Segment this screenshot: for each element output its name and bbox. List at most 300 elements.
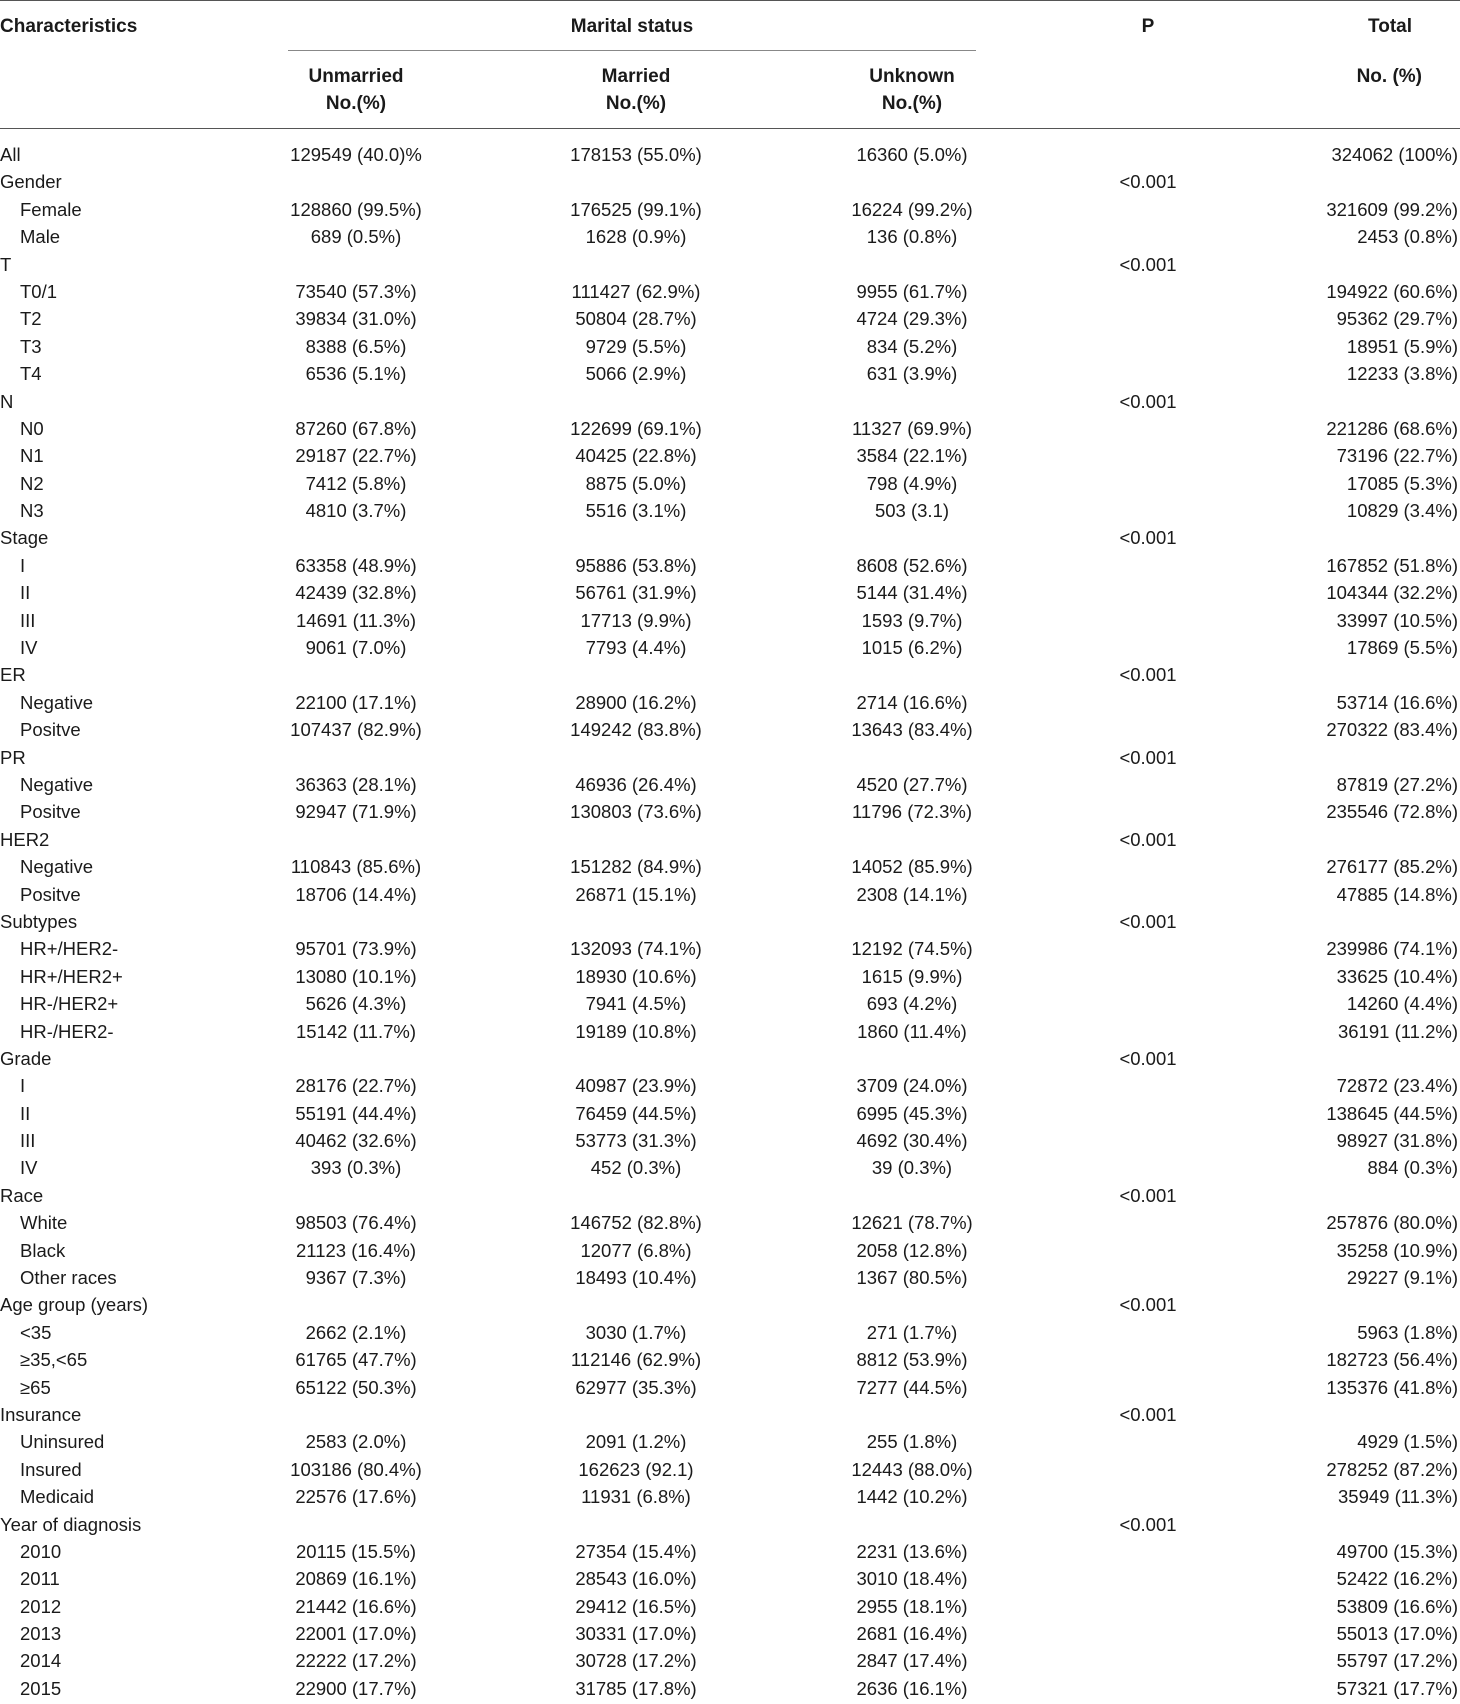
table-row [0,1072,1460,1099]
row-label: 2013 [20,1623,62,1645]
cell-total: 884 (0.3%) [1367,1157,1458,1179]
cell-married: 132093 (74.1%) [570,938,702,960]
cell-total: 52422 (16.2%) [1336,1568,1458,1590]
cell-unmarried: 98503 (76.4%) [295,1212,417,1234]
cell-unmarried: 128860 (99.5%) [290,198,422,220]
cell-unmarried: 22222 (17.2%) [295,1650,417,1672]
cell-unmarried: 55191 (44.4%) [295,1102,417,1124]
cell-total: 57321 (17.7%) [1336,1677,1458,1699]
cell-total: 73196 (22.7%) [1336,445,1458,467]
cell-total: 33625 (10.4%) [1336,965,1458,987]
cell-unmarried: 2583 (2.0%) [305,1431,407,1453]
cell-total: 36191 (11.2%) [1338,1020,1458,1042]
header-unknown-title: Unknown [869,66,955,87]
cell-unknown: 1442 (10.2%) [856,1486,968,1508]
cell-married: 46936 (26.4%) [575,773,697,795]
cell-unknown: 693 (4.2%) [866,993,958,1015]
cell-total: 47885 (14.8%) [1336,883,1458,905]
row-label: 2014 [20,1650,62,1672]
cell-married: 17713 (9.9%) [580,609,692,631]
cell-unknown: 5144 (31.4%) [856,582,968,604]
header-married-unit: No.(%) [605,93,667,114]
cell-unknown: 8812 (53.9%) [856,1349,968,1371]
cell-unmarried: 65122 (50.3%) [295,1376,417,1398]
row-label: Negative [20,691,94,713]
cell-total: 5963 (1.8%) [1357,1321,1458,1343]
row-label: Medicaid [20,1486,95,1508]
table-group-row [0,168,1460,195]
cell-unknown: 8608 (52.6%) [856,554,968,576]
row-label: Negative [20,773,94,795]
cell-married: 18930 (10.6%) [575,965,697,987]
cell-unknown: 631 (3.9%) [866,363,958,385]
cell-married: 452 (0.3%) [590,1157,682,1179]
table-row [0,1154,1460,1181]
cell-married: 31785 (17.8%) [575,1677,697,1699]
cell-unmarried: 61765 (47.7%) [295,1349,417,1371]
header-bottom-rule [0,128,1460,129]
cell-unknown: 12621 (78.7%) [851,1212,973,1234]
cell-unmarried: 21123 (16.4%) [296,1239,416,1261]
group-header-rule [288,50,976,51]
cell-married: 112146 (62.9%) [570,1349,702,1371]
cell-p-value: <0.001 [1119,171,1177,193]
row-label: N2 [20,472,44,494]
cell-unknown: 16224 (99.2%) [851,198,973,220]
cell-unknown: 4520 (27.7%) [856,773,968,795]
row-label: IV [20,637,38,659]
row-label: 2010 [20,1540,62,1562]
cell-unmarried: 393 (0.3%) [310,1157,402,1179]
cell-unmarried: 87260 (67.8%) [295,417,417,439]
cell-married: 30728 (17.2%) [575,1650,697,1672]
cell-unmarried: 22900 (17.7%) [295,1677,417,1699]
cell-married: 7941 (4.5%) [585,993,687,1015]
header-married [542,63,730,117]
header-unmarried [262,63,450,117]
table-row [0,798,1460,825]
row-label: Insurance [0,1403,82,1425]
cell-unknown: 11796 (72.3%) [852,801,972,823]
table-row [0,278,1460,305]
cell-unmarried: 103186 (80.4%) [290,1458,422,1480]
cell-married: 19189 (10.8%) [575,1020,697,1042]
cell-unmarried: 13080 (10.1%) [295,965,417,987]
cell-married: 111427 (62.9%) [571,280,701,302]
row-label: Negative [20,856,94,878]
cell-unknown: 1367 (80.5%) [856,1267,968,1289]
row-label: Positve [20,883,81,905]
cell-p-value: <0.001 [1119,664,1177,686]
row-label: 2011 [20,1568,60,1590]
cell-unknown: 834 (5.2%) [866,335,958,357]
cell-unmarried: 36363 (28.1%) [295,773,417,795]
cell-unknown: 12192 (74.5%) [851,938,973,960]
table-group-row [0,1182,1460,1209]
cell-married: 149242 (83.8%) [570,719,702,741]
cell-married: 26871 (15.1%) [575,883,697,905]
table-row [0,1018,1460,1045]
row-label: Uninsured [20,1431,105,1453]
cell-unmarried: 73540 (57.3%) [295,280,417,302]
cell-unknown: 271 (1.7%) [866,1321,958,1343]
cell-married: 27354 (15.4%) [575,1540,697,1562]
row-label: HER2 [0,828,50,850]
cell-unmarried: 4810 (3.7%) [305,500,407,522]
cell-unmarried: 9061 (7.0%) [305,637,407,659]
cell-unknown: 1860 (11.4%) [857,1020,967,1042]
cell-p-value: <0.001 [1119,527,1177,549]
table-row [0,223,1460,250]
row-label: <35 [20,1321,52,1343]
cell-total: 276177 (85.2%) [1326,856,1458,878]
header-p: P [1141,16,1155,37]
cell-total: 10829 (3.4%) [1346,500,1458,522]
table-row [0,771,1460,798]
cell-unmarried: 107437 (82.9%) [290,719,422,741]
row-label: T [0,253,12,275]
row-label: Gender [0,171,62,193]
table-row [0,442,1460,469]
cell-married: 178153 (55.0%) [570,144,702,165]
cell-unmarried: 6536 (5.1%) [305,363,407,385]
cell-unknown: 1593 (9.7%) [861,609,963,631]
cell-married: 28543 (16.0%) [575,1568,697,1590]
row-label: II [20,1102,31,1124]
row-label: ≥35,<65 [20,1349,88,1371]
cell-unknown: 12443 (88.0%) [851,1458,973,1480]
table-row [0,1456,1460,1483]
table-row [0,1100,1460,1127]
cell-married: 3030 (1.7%) [585,1321,687,1343]
cell-unmarried: 40462 (32.6%) [295,1130,417,1152]
cell-total: 235546 (72.8%) [1326,801,1458,823]
cell-married: 30331 (17.0%) [575,1623,697,1645]
cell-total: 29227 (9.1%) [1346,1267,1458,1289]
cell-total: 182723 (56.4%) [1326,1349,1458,1371]
row-label: II [20,582,31,604]
row-label: Other races [20,1267,117,1289]
cell-p-value: <0.001 [1119,828,1177,850]
cell-unmarried: 129549 (40.0)% [290,144,422,165]
cell-total: 138645 (44.5%) [1326,1102,1458,1124]
cell-unmarried: 2662 (2.1%) [305,1321,407,1343]
table-row [0,1127,1460,1154]
header-unmarried-title: Unmarried [308,66,404,87]
table-row [0,1647,1460,1674]
cell-unknown: 2847 (17.4%) [856,1650,968,1672]
cell-unmarried: 22001 (17.0%) [295,1623,417,1645]
cell-unmarried: 42439 (32.8%) [295,582,417,604]
cell-p-value: <0.001 [1119,1513,1177,1535]
table-row [0,1319,1460,1346]
cell-total: 17085 (5.3%) [1346,472,1458,494]
cell-unmarried: 22100 (17.1%) [295,691,417,713]
cell-unknown: 2955 (18.1%) [856,1595,968,1617]
table-row [0,1593,1460,1620]
cell-married: 122699 (69.1%) [570,417,702,439]
row-label: 2012 [20,1595,62,1617]
cell-married: 7793 (4.4%) [585,637,687,659]
cell-unknown: 14052 (85.9%) [851,856,973,878]
cell-p-value: <0.001 [1119,746,1177,768]
cell-total: 53809 (16.6%) [1336,1595,1458,1617]
cell-unknown: 39 (0.3%) [871,1157,953,1179]
row-label: N [0,390,14,412]
cell-unknown: 798 (4.9%) [866,472,958,494]
table-row [0,990,1460,1017]
cell-total: 324062 (100%) [1331,144,1458,165]
cell-total: 167852 (51.8%) [1326,554,1458,576]
table-body [0,141,1460,1702]
cell-total: 35949 (11.3%) [1338,1486,1458,1508]
table-row [0,415,1460,442]
row-label: HR-/HER2- [20,1020,114,1042]
cell-married: 95886 (53.8%) [575,554,697,576]
row-label: Stage [0,527,49,549]
cell-unmarried: 92947 (71.9%) [295,801,417,823]
table-row [0,881,1460,908]
row-label: Female [20,198,82,220]
row-label: T0/1 [20,280,58,302]
row-label: N0 [20,417,44,439]
cell-unknown: 7277 (44.5%) [856,1376,968,1398]
cell-married: 28900 (16.2%) [575,691,697,713]
cell-unmarried: 22576 (17.6%) [295,1486,417,1508]
cell-unknown: 1615 (9.9%) [861,965,963,987]
cell-married: 56761 (31.9%) [575,582,697,604]
cell-married: 146752 (82.8%) [570,1212,702,1234]
table-group-row [0,388,1460,415]
cell-married: 76459 (44.5%) [575,1102,697,1124]
table-group-row [0,1291,1460,1318]
cell-unknown: 136 (0.8%) [866,226,958,248]
table-row [0,716,1460,743]
cell-married: 162623 (92.1) [578,1458,694,1480]
table-group-row [0,744,1460,771]
cell-total: 194922 (60.6%) [1326,280,1458,302]
row-label: T4 [20,363,42,385]
table-row [0,360,1460,387]
row-label: N3 [20,500,44,522]
cell-married: 130803 (73.6%) [570,801,702,823]
header-total: Total [1368,16,1412,37]
cell-unknown: 11327 (69.9%) [852,417,972,439]
table-group-row [0,1511,1460,1538]
cell-unknown: 16360 (5.0%) [856,144,968,165]
table-group-row [0,141,1460,168]
cell-unmarried: 63358 (48.9%) [295,554,417,576]
cell-total: 72872 (23.4%) [1336,1075,1458,1097]
cell-total: 12233 (3.8%) [1346,363,1458,385]
cell-unmarried: 21442 (16.6%) [295,1595,417,1617]
table-row [0,1620,1460,1647]
cell-unmarried: 110843 (85.6%) [290,856,422,878]
table-row [0,470,1460,497]
table-row [0,607,1460,634]
cell-unknown: 2231 (13.6%) [856,1540,968,1562]
cell-total: 18951 (5.9%) [1346,335,1458,357]
row-label: T2 [20,308,42,330]
cell-total: 87819 (27.2%) [1336,773,1458,795]
row-label: All [0,144,21,165]
cell-unmarried: 14691 (11.3%) [296,609,416,631]
row-label: HR+/HER2+ [20,965,123,987]
header-marital-status: Marital status [570,16,694,37]
cell-married: 50804 (28.7%) [575,308,697,330]
cell-total: 239986 (74.1%) [1326,938,1458,960]
cell-unmarried: 7412 (5.8%) [305,472,407,494]
cell-total: 55013 (17.0%) [1336,1623,1458,1645]
row-label: Positve [20,801,81,823]
row-label: White [20,1212,68,1234]
cell-unknown: 2714 (16.6%) [856,691,968,713]
table-group-row [0,826,1460,853]
cell-unknown: 2058 (12.8%) [856,1239,968,1261]
cell-married: 176525 (99.1%) [570,198,702,220]
cell-total: 14260 (4.4%) [1346,993,1458,1015]
cell-married: 40425 (22.8%) [575,445,697,467]
cell-married: 9729 (5.5%) [585,335,687,357]
table-row [0,1346,1460,1373]
table-row [0,963,1460,990]
table-row [0,1675,1460,1702]
row-label: T3 [20,335,42,357]
table-row [0,305,1460,332]
cell-unmarried: 95701 (73.9%) [295,938,417,960]
row-label: Black [20,1239,66,1261]
table-row [0,1428,1460,1455]
row-label: 2015 [20,1677,62,1699]
table-row [0,1209,1460,1236]
cell-total: 53714 (16.6%) [1336,691,1458,713]
table-row [0,634,1460,661]
row-label: ≥65 [20,1376,51,1398]
cell-total: 221286 (68.6%) [1326,417,1458,439]
cell-total: 4929 (1.5%) [1357,1431,1458,1453]
table-row [0,1538,1460,1565]
table-group-row [0,661,1460,688]
cell-married: 29412 (16.5%) [575,1595,697,1617]
header-married-title: Married [601,66,671,87]
cell-unmarried: 39834 (31.0%) [295,308,417,330]
cell-p-value: <0.001 [1119,910,1177,932]
cell-p-value: <0.001 [1119,253,1177,275]
row-label: ER [0,664,26,686]
row-label: HR+/HER2- [20,938,119,960]
cell-unknown: 3709 (24.0%) [856,1075,968,1097]
table-group-row [0,908,1460,935]
cell-total: 2453 (0.8%) [1357,226,1458,248]
cell-total: 98927 (31.8%) [1336,1130,1458,1152]
cell-total: 33997 (10.5%) [1336,609,1458,631]
cell-p-value: <0.001 [1119,1047,1177,1069]
cell-unmarried: 29187 (22.7%) [295,445,417,467]
cell-unknown: 3010 (18.4%) [856,1568,968,1590]
cell-married: 18493 (10.4%) [575,1267,697,1289]
cell-total: 49700 (15.3%) [1336,1540,1458,1562]
cell-p-value: <0.001 [1119,1403,1177,1425]
table-group-row [0,524,1460,551]
row-label: III [20,609,36,631]
table-row [0,1483,1460,1510]
row-label: HR-/HER2+ [20,993,119,1015]
cell-unmarried: 20115 (15.5%) [296,1540,416,1562]
cell-total: 55797 (17.2%) [1336,1650,1458,1672]
cell-unmarried: 18706 (14.4%) [295,883,417,905]
cell-total: 135376 (41.8%) [1326,1376,1458,1398]
table-row [0,579,1460,606]
cell-total: 104344 (32.2%) [1326,582,1458,604]
row-label: Positve [20,719,81,741]
table-row [0,689,1460,716]
row-label: Grade [0,1047,52,1069]
row-label: I [20,1075,26,1097]
cell-unmarried: 8388 (6.5%) [305,335,407,357]
cell-unknown: 6995 (45.3%) [856,1102,968,1124]
table-group-row [0,1401,1460,1428]
cell-unknown: 2308 (14.1%) [856,883,968,905]
cell-p-value: <0.001 [1119,1294,1177,1316]
cell-unknown: 2636 (16.1%) [856,1677,968,1699]
row-label: Subtypes [0,910,78,932]
table-row [0,1374,1460,1401]
row-label: Age group (years) [0,1294,149,1316]
cell-married: 5066 (2.9%) [585,363,687,385]
cell-unknown: 1015 (6.2%) [861,637,963,659]
row-label: IV [20,1157,38,1179]
cell-unknown: 2681 (16.4%) [856,1623,968,1645]
cell-married: 53773 (31.3%) [575,1130,697,1152]
cell-unknown: 4724 (29.3%) [856,308,968,330]
header-total-unit: No. (%) [1356,66,1422,87]
cell-married: 1628 (0.9%) [585,226,687,248]
row-label: Insured [20,1458,82,1480]
header-characteristics: Characteristics [0,16,138,37]
cell-married: 2091 (1.2%) [585,1431,687,1453]
cell-unknown: 9955 (61.7%) [856,280,968,302]
cell-unknown: 503 (3.1) [874,500,950,522]
cell-total: 17869 (5.5%) [1346,637,1458,659]
table-row [0,552,1460,579]
row-label: Race [0,1184,44,1206]
cell-total: 95362 (29.7%) [1336,308,1458,330]
cell-unmarried: 28176 (22.7%) [295,1075,417,1097]
cell-total: 278252 (87.2%) [1326,1458,1458,1480]
table-row [0,1565,1460,1592]
table-group-row [0,251,1460,278]
cell-unmarried: 15142 (11.7%) [296,1020,416,1042]
row-label: Year of diagnosis [0,1513,142,1535]
header-unknown-unit: No.(%) [881,93,943,114]
cell-total: 257876 (80.0%) [1326,1212,1458,1234]
table-row [0,1237,1460,1264]
cell-unmarried: 689 (0.5%) [310,226,402,248]
table-row [0,333,1460,360]
cell-unknown: 13643 (83.4%) [851,719,973,741]
cell-unknown: 4692 (30.4%) [856,1130,968,1152]
cell-unknown: 3584 (22.1%) [856,445,968,467]
cell-unmarried: 20869 (16.1%) [295,1568,417,1590]
row-label: N1 [20,445,44,467]
table-row [0,853,1460,880]
table-group-row [0,1045,1460,1072]
cell-married: 151282 (84.9%) [570,856,702,878]
cell-unmarried: 9367 (7.3%) [305,1267,407,1289]
header-unknown [818,63,1006,117]
cell-total: 321609 (99.2%) [1326,198,1458,220]
cell-married: 40987 (23.9%) [575,1075,697,1097]
